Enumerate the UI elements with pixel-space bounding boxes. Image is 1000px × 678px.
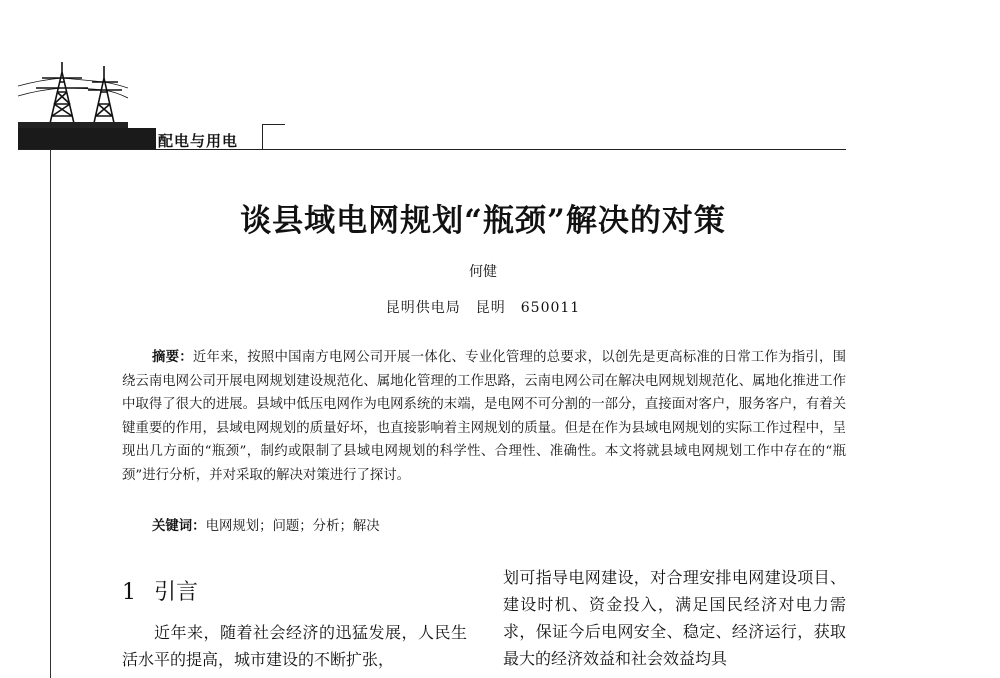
- body-right-column: 划可指导电网建设，对合理安排电网建设项目、建设时机、资金投入，满足国民经济对电力需求，保证今后电网安全、稳定、经济运行，获取最大的经济效益和社会效益均具: [503, 568, 846, 668]
- author-name: 何健: [469, 264, 497, 280]
- keywords: [152, 515, 846, 538]
- abstract-text: 近年来，按照中国南方电网公司开展一体化、专业化管理的总要求，以创先是更高标准的日常工作为指引，围绕云南电网公司开展电网规划建设规范化、属地化管理的工作思路，云南电网公司在解决电网规划规范化、属地化推进工作中取得了很大的进展。县域中低压电网作为电网系统的末端，是电网不可分割的一部分，直接面对客户，服务客户，有着关键重要的作用，县域电网规划的质量好坏，也直接影响着主网规划的质量。但是在作为县域电网规划的实际工作过程中，呈现出几方面的“瓶颈”，制约或限制了县域电网规划的科学性、合理性、准确性。本文将就县域电网规划工作中存在的“瓶颈”进行分析，并对采取的解决对策进行了探讨。: [122, 350, 847, 483]
- keywords-label: 关键词：: [152, 519, 206, 534]
- header-rule: [18, 149, 846, 150]
- abstract: [122, 346, 846, 487]
- header-dark-bar: [18, 128, 156, 149]
- body-left-column: 近年来，随着社会经济的迅猛发展，人民生活水平的提高，城市建设的不断扩张，: [122, 623, 467, 669]
- section-number: 1: [122, 580, 136, 605]
- article-title: 谈县域电网规划“瓶颈”解决的对策: [240, 203, 726, 239]
- label-bracket-decoration: [262, 124, 285, 150]
- author-affiliation: 昆明供电局 昆明 650011: [385, 300, 581, 316]
- section-title: 引言: [154, 580, 199, 605]
- section-label: 配电与用电: [158, 132, 239, 150]
- abstract-label: 摘要：: [152, 350, 193, 365]
- section-heading: [122, 575, 198, 606]
- left-margin-rule: [50, 149, 51, 678]
- power-tower-logo: [18, 58, 128, 132]
- keywords-text: 电网规划；问题；分析；解决: [205, 519, 380, 534]
